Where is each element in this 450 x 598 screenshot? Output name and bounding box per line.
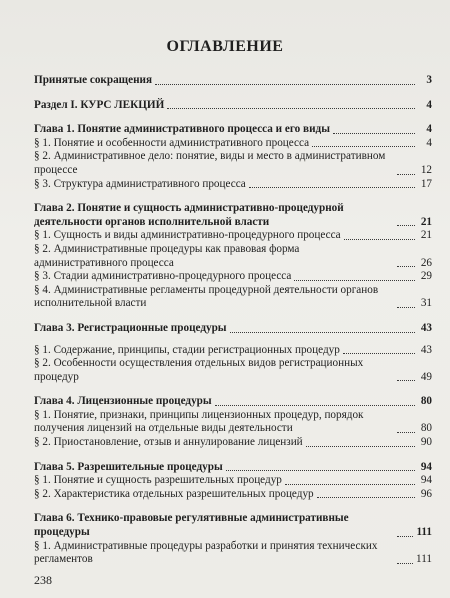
dot-leader — [317, 497, 415, 498]
toc-page-number: 90 — [420, 436, 432, 449]
table-of-contents — [34, 74, 432, 567]
toc-entry[interactable]: § 2. Особенности осуществления отдельных видов регистрационных процедур 49 — [34, 357, 432, 383]
toc-entry[interactable]: § 1. Понятие, признаки, принципы лицензионных процедур, порядок получения лицензий на отдельные виды деятельности 80 — [34, 408, 432, 435]
dot-leader — [397, 174, 415, 175]
dot-leader — [249, 187, 415, 188]
toc-entry[interactable]: § 1. Понятие и особенности административного процесса 4 — [34, 136, 432, 149]
dot-leader — [333, 133, 415, 134]
toc-entry[interactable]: Глава 3. Регистрационные процедуры 43 — [34, 321, 432, 334]
dot-leader — [397, 225, 415, 226]
toc-page-number: 96 — [420, 487, 432, 500]
toc-page-number: 4 — [426, 136, 432, 149]
toc-entry[interactable]: § 2. Характеристика отдельных разрешительных процедур 96 — [34, 487, 432, 500]
dot-leader — [397, 307, 415, 308]
page-number: 238 — [34, 573, 52, 587]
toc-page-number: 111 — [416, 526, 432, 539]
toc-page-number: 21 — [420, 229, 432, 242]
toc-page-number: 49 — [420, 370, 432, 383]
toc-page-number: 29 — [420, 270, 432, 283]
toc-entry[interactable]: § 1. Сущность и виды административно-процедурного процесса 21 — [34, 229, 432, 242]
toc-entry[interactable]: Глава 4. Лицензионные процедуры 80 — [34, 395, 432, 408]
toc-page-number: 111 — [416, 553, 432, 566]
dot-leader — [155, 84, 415, 85]
dot-leader — [397, 563, 413, 564]
toc-entry[interactable]: Глава 2. Понятие и сущность административно-процедурной деятельности органов исполнительной власти 21 — [34, 202, 432, 228]
toc-page-number: 12 — [420, 163, 432, 176]
dot-leader — [344, 239, 415, 240]
toc-page-number: 26 — [420, 256, 432, 269]
toc-entry[interactable]: Принятые сокращения 3 — [34, 74, 432, 86]
toc-page-number: 17 — [420, 177, 432, 190]
toc-page-number: 31 — [420, 297, 432, 310]
toc-page-number: 4 — [426, 123, 432, 136]
dot-leader — [312, 146, 415, 147]
dot-leader — [294, 280, 415, 281]
toc-page-number: 21 — [420, 215, 432, 228]
toc-page-number: 43 — [420, 343, 432, 356]
page-title: ОГЛАВЛЕНИЕ — [166, 38, 284, 55]
toc-entry[interactable]: § 2. Административные процедуры как правовая форма административного процесса 26 — [34, 242, 432, 269]
dot-leader — [397, 266, 415, 267]
toc-entry[interactable]: § 2. Административное дело: понятие, виды и место в административном процессе 12 — [34, 150, 432, 176]
toc-entry[interactable]: § 2. Приостановление, отзыв и аннулирование лицензий 90 — [34, 436, 432, 449]
dot-leader — [285, 484, 415, 485]
dot-leader — [397, 432, 415, 433]
toc-entry[interactable]: Глава 5. Разрешительные процедуры 94 — [34, 460, 432, 473]
toc-page-number: 43 — [420, 321, 432, 334]
toc-entry[interactable]: § 4. Административные регламенты процедурной деятельности органов исполнительной власти 31 — [34, 283, 432, 310]
toc-entry[interactable]: § 3. Структура административного процесса 17 — [34, 177, 432, 190]
toc-entry[interactable]: Глава 6. Технико-правовые регулятивные административные процедуры 111 — [34, 512, 432, 539]
dot-leader — [167, 108, 415, 109]
dot-leader — [397, 380, 415, 381]
toc-page-number: 3 — [426, 74, 432, 86]
toc-entry[interactable]: § 3. Стадии административно-процедурного процесса 29 — [34, 270, 432, 283]
toc-page-number: 80 — [420, 395, 432, 408]
dot-leader — [397, 536, 413, 537]
toc-entry[interactable]: Раздел I. КУРС ЛЕКЦИЙ 4 — [34, 98, 432, 111]
toc-entry[interactable]: § 1. Понятие и сущность разрешительных процедур 94 — [34, 474, 432, 487]
dot-leader — [306, 446, 415, 447]
toc-entry[interactable]: § 1. Административные процедуры разработки и принятия технических регламентов 111 — [34, 539, 432, 566]
toc-page-number: 4 — [426, 98, 432, 111]
dot-leader — [230, 332, 415, 333]
toc-page-number: 94 — [420, 474, 432, 487]
dot-leader — [215, 405, 415, 406]
dot-leader — [343, 353, 415, 354]
dot-leader — [226, 470, 415, 471]
toc-entry[interactable]: Глава 1. Понятие административного процесса и его виды 4 — [34, 123, 432, 136]
toc-entry[interactable]: § 1. Содержание, принципы, стадии регистрационных процедур 43 — [34, 343, 432, 356]
toc-page-number: 80 — [420, 422, 432, 435]
toc-page-number: 94 — [420, 460, 432, 473]
